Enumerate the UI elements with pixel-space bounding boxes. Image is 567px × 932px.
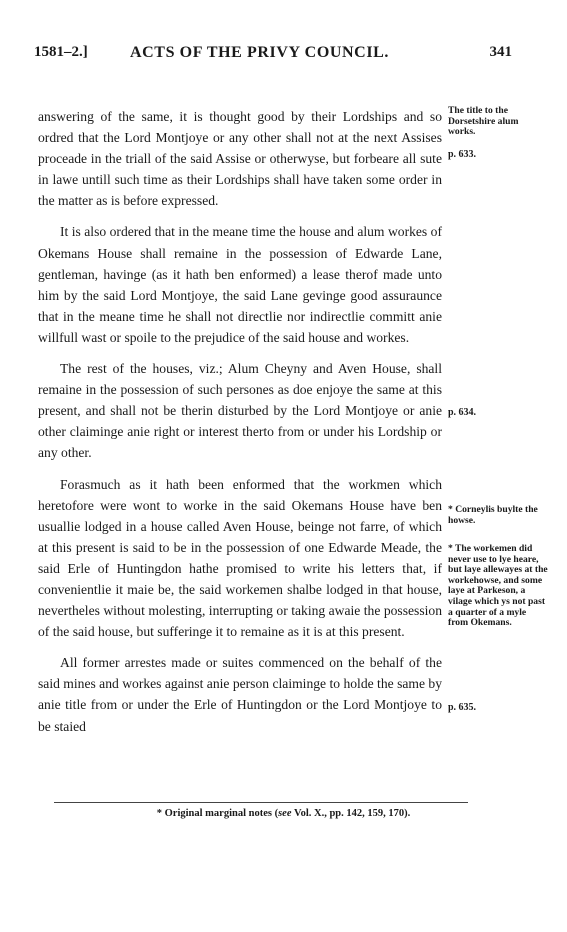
body-text	[38, 106, 442, 747]
margin-note-workemen: * The workemen did never use to lye heare, but laye allewayes at the workehowse, and some laye at Parkeson, a vilage which ys not past a quarter of a myle from Okemans.	[448, 543, 548, 629]
running-head-title: ACTS OF THE PRIVY COUNCIL.	[130, 44, 390, 61]
paragraph-4: Forasmuch as it hath been enformed that the workmen which heretofore were wont to worke in the said Okemans House have ben usuallie lodged in a house called Aven House, beinge not farre, of which at this present is said to be in the possession of one Edwarde Meade, the said Erle of Huntingdon hathe promised to write his letters that, if convenientlie it maie be, the said workemen shalbe lodged in that house, nevertheles without molesting, interrupting or taking awaie the possession of the said house, but sufferinge it to remaine as it is at this present.	[38, 476, 442, 640]
footnote-rule	[54, 802, 468, 803]
paragraph-3: The rest of the houses, viz.; Alum Cheyny and Aven House, shall remaine in the possession of such persones as doe enjoye the same at this present, and shall not be therin disturbed by the Lord Montjoye or anie other claiminge anie right or interest therto from or under his Lordship or any other.	[38, 361, 442, 461]
paragraph-1: answering of the same, it is thought good by their Lordships and so ordred that the Lord Montjoye or any other shall not at the next Assises proceade in the triall of the said Assise or otherwyse, but forbeare all sute in lawe untill such time as their Lordships shall have taken some order in the matter as is before expressed.	[38, 109, 442, 209]
margin-note-page-635: p. 635.	[448, 702, 477, 713]
margin-note-page-633: p. 633.	[448, 149, 477, 160]
running-head	[34, 44, 512, 68]
footnote-suffix: Vol. X., pp. 142, 159, 170).	[291, 808, 411, 819]
footnote-see: see	[278, 808, 292, 819]
footnote-prefix: * Original marginal notes (	[156, 808, 279, 819]
page-number: 341	[489, 44, 512, 60]
paragraph-5: All former arrestes made or suites commenced on the behalf of the said mines and workes against anie person claiminge to holde the same by anie title from or under the Erle of Huntingdon or the Lord Montjoye to be staied	[38, 655, 442, 734]
paragraph-2: It is also ordered that in the meane time the house and alum workes of Okemans House shall remaine in the possession of Edwarde Lane, gentleman, havinge (as it hath ben enformed) a lease therof made unto him by the said Lord Montjoye, the said Lane gevinge good assuraunce that in the meane time he shall not directlie nor indirectlie committ anie willfull wast or spoile to the prejudice of the said house and workes.	[38, 224, 442, 345]
margin-note-title: The title to the Dorsetshire alum works.	[448, 105, 519, 138]
running-head-years: 1581–2.]	[34, 44, 88, 60]
footnote	[0, 808, 567, 819]
margin-note-corneylis: * Corneylis buylte the howse.	[448, 504, 538, 526]
margin-note-page-634: p. 634.	[448, 407, 477, 418]
